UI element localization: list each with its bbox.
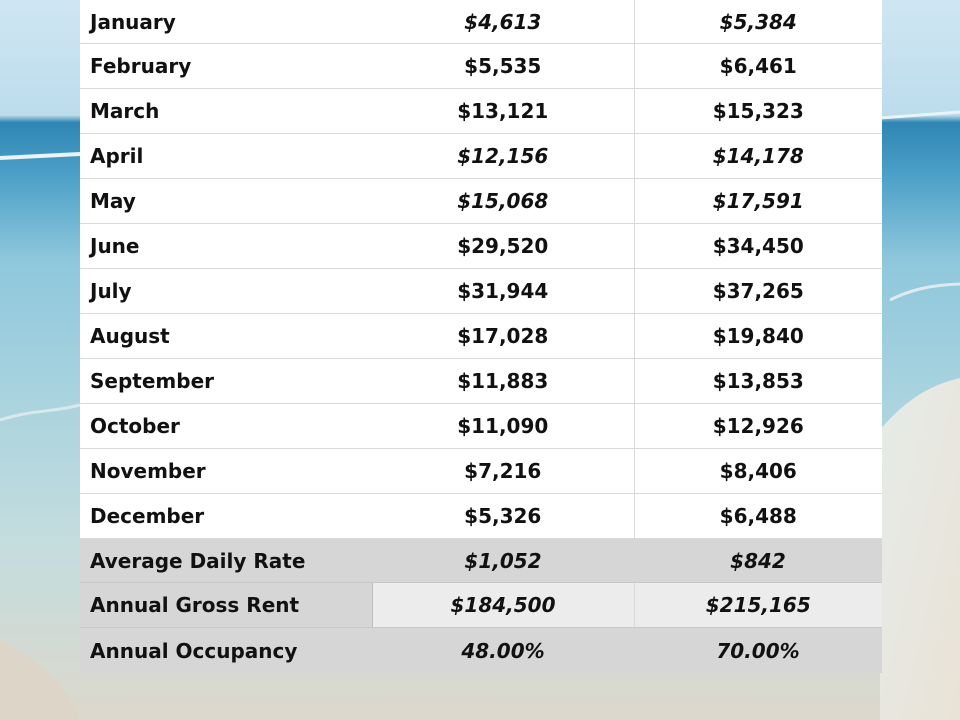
value-col1: $13,121 (372, 89, 634, 134)
value-col2: $6,461 (634, 44, 882, 89)
table-row (80, 314, 882, 359)
summary-row-average-daily-rate (80, 539, 882, 583)
table-row (80, 134, 882, 179)
value-col1: $11,883 (372, 359, 634, 404)
value-col1: $31,944 (372, 269, 634, 314)
value-col1: $11,090 (372, 404, 634, 449)
month-label: May (80, 179, 372, 224)
summary-value-col1: $184,500 (372, 583, 634, 628)
summary-label: Annual Occupancy (80, 628, 372, 674)
value-col1: $7,216 (372, 449, 634, 494)
summary-value-col1: $1,052 (372, 539, 634, 583)
table-row (80, 269, 882, 314)
table-row (80, 179, 882, 224)
summary-value-col2: $842 (634, 539, 882, 583)
monthly-rows (80, 0, 882, 539)
table-row (80, 404, 882, 449)
value-col2: $17,591 (634, 179, 882, 224)
summary-label: Annual Gross Rent (80, 583, 372, 628)
value-col1: $12,156 (372, 134, 634, 179)
value-col2: $37,265 (634, 269, 882, 314)
summary-value-col2: $215,165 (634, 583, 882, 628)
month-label: September (80, 359, 372, 404)
summary-label: Average Daily Rate (80, 539, 372, 583)
value-col2: $19,840 (634, 314, 882, 359)
value-col2: $34,450 (634, 224, 882, 269)
table-row (80, 224, 882, 269)
value-col2: $12,926 (634, 404, 882, 449)
value-col2: $8,406 (634, 449, 882, 494)
month-label: August (80, 314, 372, 359)
table-row (80, 89, 882, 134)
month-label: December (80, 494, 372, 539)
month-label: November (80, 449, 372, 494)
value-col2: $14,178 (634, 134, 882, 179)
table-row (80, 494, 882, 539)
table-row (80, 44, 882, 89)
value-col1: $17,028 (372, 314, 634, 359)
month-label: July (80, 269, 372, 314)
rental-income-table (80, 0, 882, 673)
month-label: October (80, 404, 372, 449)
summary-value-col2: 70.00% (634, 628, 882, 674)
summary-row-annual-gross-rent (80, 583, 882, 628)
value-col1: $5,535 (372, 44, 634, 89)
month-label: April (80, 134, 372, 179)
summary-value-col1: 48.00% (372, 628, 634, 674)
value-col2: $5,384 (634, 0, 882, 44)
month-label: March (80, 89, 372, 134)
month-label: January (80, 0, 372, 44)
value-col2: $15,323 (634, 89, 882, 134)
value-col2: $13,853 (634, 359, 882, 404)
table-row (80, 449, 882, 494)
value-col1: $5,326 (372, 494, 634, 539)
table-row (80, 0, 882, 44)
summary-rows (80, 539, 882, 674)
value-col1: $15,068 (372, 179, 634, 224)
value-col2: $6,488 (634, 494, 882, 539)
table-row (80, 359, 882, 404)
summary-row-annual-occupancy (80, 628, 882, 674)
month-label: February (80, 44, 372, 89)
value-col1: $29,520 (372, 224, 634, 269)
value-col1: $4,613 (372, 0, 634, 44)
month-label: June (80, 224, 372, 269)
